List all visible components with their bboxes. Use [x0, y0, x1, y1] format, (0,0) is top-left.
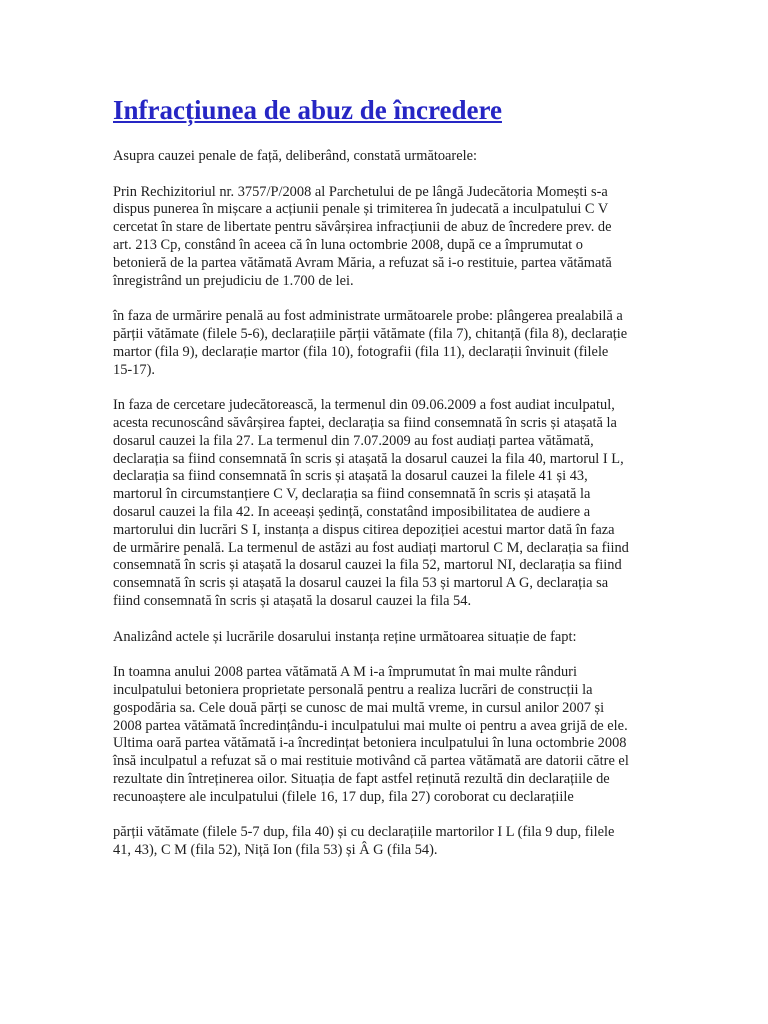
paragraph-line: Ultima oară partea vătămată i-a încredințat betoniera inculpatului în luna octombrie 2008 [113, 735, 627, 752]
document-title [113, 92, 708, 128]
paragraph-analiza [113, 629, 708, 647]
paragraph-line: de urmărire penală. La termenul de astăzi au fost audiați martorul C M, declarația sa fiind [113, 539, 629, 556]
paragraph-line: Prin Rechizitoriul nr. 3757/P/2008 al Parchetului de pe lângă Judecătoria Momești s-a [113, 183, 608, 200]
paragraph-line: martorului din lucrări S I, instanța a dispus citirea depoziției acestui martor dată în faza [113, 521, 615, 538]
paragraph-line: 15-17). [113, 361, 155, 378]
paragraph-line: acesta recunoscând săvârșirea faptei, declarația sa fiind consemnată în scris și atașată la [113, 414, 617, 431]
paragraph-line: betonieră de la partea vătămată Avram Măria, a refuzat să i-o restituie, partea vătămată [113, 254, 612, 271]
paragraph-line: dispus punerea în mișcare a acțiunii penale și trimiterea în judecată a inculpatului C V [113, 201, 609, 218]
paragraph-line: martor (fila 9), declarație martor (fila 10), fotografii (fila 11), declarații învinuit (filele [113, 343, 609, 360]
paragraph-intro [113, 148, 708, 166]
document-title-link[interactable]: Infracțiunea de abuz de încredere [113, 95, 502, 125]
paragraph-rechizitoriu [113, 184, 708, 291]
paragraph-line: rezultate din întreținerea oilor. Situația de fapt astfel reținută rezultă din declarațiile de [113, 770, 610, 787]
paragraph-line: declarația sa fiind consemnată în scris și atașată la dosarul cauzei la filele 41 și 43, [113, 468, 588, 485]
paragraph-line: art. 213 Cp, constând în aceea că în luna octombrie 2008, după ce a împrumutat o [113, 236, 583, 253]
paragraph-line: fiind consemnată în scris și atașată la dosarul cauzei la fila 54. [113, 592, 472, 609]
paragraph-line: 2008 partea vătămată încredințându-i inculpatului mai multe oi pentru a avea grijă de ele. [113, 717, 628, 734]
paragraph-line: inculpatului betoniera proprietate personală pentru a realiza lucrări de construcții la [113, 681, 593, 698]
paragraph-line: martorul în circumstanțiere C V, declarația sa fiind consemnată în scris și atașată la [113, 486, 591, 503]
paragraph-situatie-fapt [113, 664, 708, 806]
paragraph-line: In toamna anului 2008 partea vătămată A M i-a împrumutat în mai multe rânduri [113, 664, 577, 681]
paragraph-line: 41, 43), C M (fila 52), Niță Ion (fila 53) și Â G (fila 54). [113, 842, 438, 859]
paragraph-line: în faza de urmărire penală au fost administrate următoarele probe: plângerea prealabilă a [113, 308, 623, 325]
paragraph-line: In faza de cercetare judecătorească, la termenul din 09.06.2009 a fost audiat inculpatul, [113, 397, 615, 414]
paragraph-line: Asupra cauzei penale de față, deliberând, constată următoarele: [113, 148, 477, 164]
paragraph-line: dosarul cauzei la fila 42. In aceeași ședință, constatând imposibilitatea de audiere a [113, 503, 591, 520]
paragraph-line: declarația sa fiind consemnată în scris și atașată la dosarul cauzei la fila 40, martorul I L, [113, 450, 624, 467]
paragraph-line: recunoaștere ale inculpatului (filele 16, 17 dup, fila 27) coroborat cu declarațiile [113, 788, 574, 805]
paragraph-cercetare-judecatoreasca [113, 397, 708, 611]
paragraph-line: consemnată în scris și atașată la dosarul cauzei la fila 53 și martorul A G, declarația sa [113, 575, 609, 592]
paragraph-line: dosarul cauzei la fila 27. La termenul din 7.07.2009 au fost audiați partea vătămată, [113, 432, 594, 449]
paragraph-line: însă inculpatul a refuzat să o mai restituie motivând că partea vătămată are datorii către el [113, 753, 629, 770]
paragraph-declaratii-martori [113, 824, 708, 860]
paragraph-line: Analizând actele și lucrările dosarului instanța reține următoarea situație de fapt: [113, 628, 577, 645]
paragraph-line: gospodăria sa. Cele două părți se cunosc de mai multă vreme, in cursul anilor 2007 și [113, 699, 605, 716]
paragraph-line: cercetat în stare de libertate pentru săvârșirea infracțiunii de abuz de încredere prev. de [113, 219, 612, 236]
paragraph-line: înregistrând un prejudiciu de 1.700 de lei. [113, 272, 354, 289]
paragraph-line: părții vătămate (filele 5-6), declarațiile părții vătămate (fila 7), chitanță (fila 8), declarație [113, 325, 628, 342]
paragraph-line: consemnată în scris și atașată la dosarul cauzei la fila 52, martorul NI, declarația sa fiind [113, 557, 622, 574]
paragraph-probe-urmarire [113, 308, 708, 379]
paragraph-line: părții vătămate (filele 5-7 dup, fila 40) și cu declarațiile martorilor I L (fila 9 dup, filele [113, 824, 615, 841]
